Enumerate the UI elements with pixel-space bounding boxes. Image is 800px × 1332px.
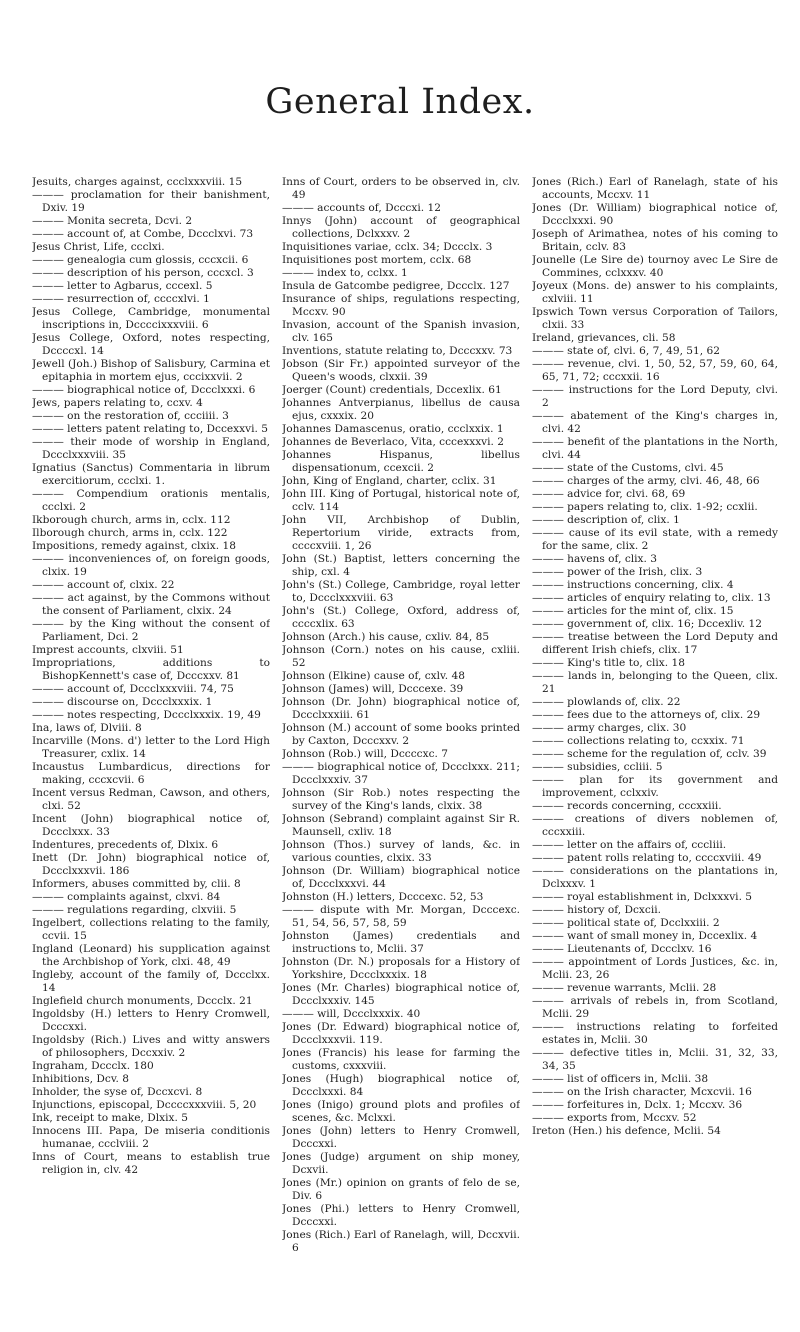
index-entry: ——— royal establishment in, Dclxxxvi. 5	[532, 891, 753, 903]
index-entry: John (St.) Baptist, letters concerning the ship, cxl. 4	[282, 553, 520, 578]
index-entry: Ingelbert, collections relating to the family, ccvii. 15	[32, 917, 270, 942]
index-entry: Johnson (Sebrand) complaint against Sir R. Maunsell, cxliv. 18	[282, 813, 520, 838]
index-entry: Joseph of Arimathea, notes of his coming to Britain, cclv. 83	[532, 228, 778, 253]
index-entry: ——— accounts of, Dcccxi. 12	[282, 202, 441, 214]
index-entry: ——— state of, clvi. 6, 7, 49, 51, 62	[532, 345, 720, 357]
index-entry: Joyeux (Mons. de) answer to his complaints, cxlviii. 11	[532, 280, 778, 305]
index-entry: ——— on the restoration of, ccciiii. 3	[32, 410, 229, 422]
index-entry: Informers, abuses committed by, clii. 8	[32, 878, 241, 890]
index-entry: Jones (Mr. Charles) biographical notice of, Dccclxxxiv. 145	[282, 982, 520, 1007]
index-entry: ——— King's title to, clix. 18	[532, 657, 685, 669]
index-entry: Incaustus Lumbardicus, directions for making, cccxcvii. 6	[32, 761, 270, 786]
index-entry: ——— plowlands of, clix. 22	[532, 696, 681, 708]
index-entry: Ingoldsby (H.) letters to Henry Cromwell, Dcccxxi.	[32, 1008, 270, 1033]
index-entry: Johannes Damascenus, oratio, ccclxxix. 1	[282, 423, 504, 435]
index-entry: Inholder, the syse of, Dccxcvi. 8	[32, 1086, 203, 1098]
index-entry: ——— havens of, clix. 3	[532, 553, 657, 565]
index-entry: ——— lands in, belonging to the Queen, clix. 21	[532, 670, 778, 695]
index-entry: ——— creations of divers noblemen of, cccxxiii.	[532, 813, 778, 838]
index-entry: Jones (Inigo) ground plots and profiles of scenes, &c. Mclxxi.	[282, 1099, 520, 1124]
index-entry: Johnson (James) will, Dcccexe. 39	[282, 683, 464, 695]
index-entry: ——— charges of the army, clvi. 46, 48, 66	[532, 475, 760, 487]
index-entry: Jones (John) letters to Henry Cromwell, Dcccxxi.	[282, 1125, 520, 1150]
index-entry: ——— Monita secreta, Dcvi. 2	[32, 215, 193, 227]
index-entry: ——— abatement of the King's charges in, clvi. 42	[532, 410, 778, 435]
index-entry: Johnson (Dr. John) biographical notice of, Dccclxxxiii. 61	[282, 696, 520, 721]
index-entry: Johnson (Corn.) notes on his cause, cxliii. 52	[282, 644, 520, 669]
index-entry: ——— account of, clxix. 22	[32, 579, 175, 591]
index-entry: Jones (Hugh) biographical notice of, Dccclxxxi. 84	[282, 1073, 520, 1098]
index-entry: ——— arrivals of rebels in, from Scotland, Mclii. 29	[532, 995, 778, 1020]
index-entry: John III. King of Portugal, historical note of, cclv. 114	[282, 488, 520, 513]
index-entry: John's (St.) College, Cambridge, royal letter to, Dccclxxxviii. 63	[282, 579, 520, 604]
index-entry: Johnson (M.) account of some books printed by Caxton, Dcccxxv. 2	[282, 722, 520, 747]
index-entry: Invasion, account of the Spanish invasion, clv. 165	[282, 319, 520, 344]
index-entry: Ilborough church, arms in, cclx. 122	[32, 527, 228, 539]
index-entry: Innys (John) account of geographical collections, Dclxxxv. 2	[282, 215, 520, 240]
index-entry: ——— Lieutenants of, Dccclxv. 16	[532, 943, 712, 955]
index-entry: ——— state of the Customs, clvi. 45	[532, 462, 724, 474]
index-entry: Johnson (Rob.) will, Dccccxc. 7	[282, 748, 448, 760]
index-entry: Johnson (Elkine) cause of, cxlv. 48	[282, 670, 465, 682]
index-entry: ——— on the Irish character, Mcxcvii. 16	[532, 1086, 752, 1098]
index-entry: ——— genealogia cum glossis, cccxcii. 6	[32, 254, 249, 266]
index-entry: Jones (Rich.) Earl of Ranelagh, will, Dccxvii. 6	[282, 1229, 520, 1254]
index-entry: ——— revenue warrants, Mclii. 28	[532, 982, 717, 994]
index-entry: ——— list of officers in, Mclii. 38	[532, 1073, 709, 1085]
index-entry: Ina, laws of, Dlviii. 8	[32, 722, 142, 734]
index-entry: Insula de Gatcombe pedigree, Dccclx. 127	[282, 280, 510, 292]
index-entry: Johannes Antverpianus, libellus de causa ejus, cxxxix. 20	[282, 397, 520, 422]
index-entry: Ingland (Leonard) his supplication against the Archbishop of York, clxi. 48, 49	[32, 943, 270, 968]
index-entry: Inventions, statute relating to, Dcccxxv. 73	[282, 345, 513, 357]
index-entry: ——— description of his person, cccxcl. 3	[32, 267, 254, 279]
index-entry: Jesus Christ, Life, ccclxi.	[32, 241, 165, 253]
index-entry: Injunctions, episcopal, Dccccxxxviii. 5, 20	[32, 1099, 257, 1111]
index-entry: Jesus College, Oxford, notes respecting, Dccccxl. 14	[32, 332, 270, 357]
index-entry: Inquisitiones variae, cclx. 34; Dccclx. 3	[282, 241, 493, 253]
index-entry: Incent (John) biographical notice of, Dccclxxx. 33	[32, 813, 270, 838]
index-entry: ——— plan for its government and improvement, cclxxiv.	[532, 774, 778, 799]
index-entry: ——— records concerning, cccxxiii.	[532, 800, 722, 812]
index-entry: Indentures, precedents of, Dlxix. 6	[32, 839, 219, 851]
index-entry: ——— dispute with Mr. Morgan, Dcccexc. 51, 54, 56, 57, 58, 59	[282, 904, 520, 929]
index-entry: Jones (Francis) his lease for farming the customs, cxxxviii.	[282, 1047, 520, 1072]
index-entry: ——— advice for, clvi. 68, 69	[532, 488, 686, 500]
index-entry: ——— papers relating to, clix. 1-92; ccxlii.	[532, 501, 758, 513]
index-entry: Johnston (Dr. N.) proposals for a History of Yorkshire, Dccclxxxix. 18	[282, 956, 520, 981]
index-entry: ——— defective titles in, Mclii. 31, 32, 33, 34, 35	[532, 1047, 778, 1072]
index-entry: ——— account of, at Combe, Dccclxvi. 73	[32, 228, 254, 240]
index-entry: Incent versus Redman, Cawson, and others, clxi. 52	[32, 787, 270, 812]
index-entry: Ingraham, Dccclx. 180	[32, 1060, 154, 1072]
index-entry: Jewell (Joh.) Bishop of Salisbury, Carmina et epitaphia in mortem ejus, cccixxvii. 2	[32, 358, 270, 383]
index-entry: ——— biographical notice of, Dccclxxxi. 6	[32, 384, 256, 396]
index-entry: ——— biographical notice of, Dccclxxx. 211; Dccclxxxiv. 37	[282, 761, 520, 786]
index-entry: ——— their mode of worship in England, Dccclxxxviii. 35	[32, 436, 270, 461]
index-entry: ——— power of the Irish, clix. 3	[532, 566, 703, 578]
index-entry: ——— army charges, clix. 30	[532, 722, 687, 734]
index-entry: Johnson (Thos.) survey of lands, &c. in various counties, clxix. 33	[282, 839, 520, 864]
index-entry: ——— letter on the affairs of, cccliii.	[532, 839, 727, 851]
index-entry: Ingleby, account of the family of, Dccclxx. 14	[32, 969, 270, 994]
index-entry: ——— subsidies, ccliii. 5	[532, 761, 663, 773]
index-entry: Inett (Dr. John) biographical notice of, Dccclxxxvii. 186	[32, 852, 270, 877]
index-entry: ——— articles of enquiry relating to, clix. 13	[532, 592, 771, 604]
index-entry: Johnson (Sir Rob.) notes respecting the survey of the King's lands, clxix. 38	[282, 787, 520, 812]
index-column-right	[532, 176, 778, 1316]
index-entry: Innocens III. Papa, De miseria conditionis humanae, ccclviii. 2	[32, 1125, 270, 1150]
index-entry: ——— history of, Dcxcii.	[532, 904, 661, 916]
index-entry: John, King of England, charter, cclix. 31	[282, 475, 497, 487]
index-entry: ——— revenue, clvi. 1, 50, 52, 57, 59, 60, 64, 65, 71, 72; cccxxii. 16	[532, 358, 778, 383]
index-entry: Jones (Rich.) Earl of Ranelagh, state of his accounts, Mccxv. 11	[532, 176, 778, 201]
index-entry: ——— discourse on, Dccclxxxix. 1	[32, 696, 213, 708]
index-entry: ——— regulations regarding, clxviii. 5	[32, 904, 237, 916]
index-entry: Inns of Court, orders to be observed in, clv. 49	[282, 176, 520, 201]
index-entry: ——— inconveniences of, on foreign goods, clxix. 19	[32, 553, 270, 578]
index-entry: ——— government of, clix. 16; Dccexliv. 12	[532, 618, 763, 630]
index-entry: Ireland, grievances, cli. 58	[532, 332, 676, 344]
index-entry: Jones (Dr. Edward) biographical notice of, Dccclxxxvii. 119.	[282, 1021, 520, 1046]
index-entry: ——— letter to Agbarus, cccexl. 5	[32, 280, 213, 292]
index-entry: Inhibitions, Dcv. 8	[32, 1073, 130, 1085]
index-entry: Jobson (Sir Fr.) appointed surveyor of the Queen's woods, clxxii. 39	[282, 358, 520, 383]
index-entry: Ingoldsby (Rich.) Lives and witty answers of philosophers, Dccxxiv. 2	[32, 1034, 270, 1059]
index-entry: ——— treatise between the Lord Deputy and different Irish chiefs, clix. 17	[532, 631, 778, 656]
index-entry: ——— want of small money in, Dccexlix. 4	[532, 930, 758, 942]
index-entry: Inns of Court, means to establish true religion in, clv. 42	[32, 1151, 270, 1176]
index-entry: ——— account of, Dccclxxxviii. 74, 75	[32, 683, 234, 695]
index-entry: Jews, papers relating to, ccxv. 4	[32, 397, 203, 409]
index-entry: ——— notes respecting, Dccclxxxix. 19, 49	[32, 709, 261, 721]
index-entry: ——— will, Dccclxxxix. 40	[282, 1008, 421, 1020]
index-entry: Jones (Mr.) opinion on grants of felo de se, Div. 6	[282, 1177, 520, 1202]
index-entry: ——— Compendium orationis mentalis, ccclxi. 2	[32, 488, 270, 513]
index-entry: Joerger (Count) credentials, Dccexlix. 61	[282, 384, 502, 396]
index-entry: ——— instructions concerning, clix. 4	[532, 579, 734, 591]
index-entry: Johnston (H.) letters, Dcccexc. 52, 53	[282, 891, 484, 903]
index-entry: Ireton (Hen.) his defence, Mclii. 54	[532, 1125, 721, 1137]
page-title: General Index.	[265, 82, 535, 122]
index-entry: ——— considerations on the plantations in, Dclxxxv. 1	[532, 865, 778, 890]
index-entry: ——— political state of, Dcclxxiii. 2	[532, 917, 720, 929]
index-entry: Jones (Phi.) letters to Henry Cromwell, Dcccxxi.	[282, 1203, 520, 1228]
index-entry: ——— cause of its evil state, with a remedy for the same, clix. 2	[532, 527, 778, 552]
index-entry: ——— proclamation for their banishment, Dxiv. 19	[32, 189, 270, 214]
index-column-middle	[282, 176, 520, 1316]
index-entry: Ikborough church, arms in, cclx. 112	[32, 514, 231, 526]
index-entry: Imprest accounts, clxviii. 51	[32, 644, 184, 656]
index-entry: ——— patent rolls relating to, ccccxviii. 49	[532, 852, 762, 864]
index-column-left	[32, 176, 270, 1316]
index-entry: ——— by the King without the consent of Parliament, Dci. 2	[32, 618, 270, 643]
index-entry: ——— collections relating to, ccxxix. 71	[532, 735, 745, 747]
index-entry: Jones (Dr. William) biographical notice of, Dccclxxxi. 90	[532, 202, 778, 227]
index-entry: Jounelle (Le Sire de) tournoy avec Le Sire de Commines, cclxxxv. 40	[532, 254, 778, 279]
index-entry: Johannes de Beverlaco, Vita, cccexxxvi. 2	[282, 436, 505, 448]
index-entry: ——— index to, cclxx. 1	[282, 267, 408, 279]
index-entry: ——— appointment of Lords Justices, &c. in, Mclii. 23, 26	[532, 956, 778, 981]
index-entry: ——— articles for the mint of, clix. 15	[532, 605, 734, 617]
index-entry: ——— benefit of the plantations in the North, clvi. 44	[532, 436, 778, 461]
index-entry: Impositions, remedy against, clxix. 18	[32, 540, 236, 552]
index-entry: ——— forfeitures in, Dclx. 1; Mccxv. 36	[532, 1099, 743, 1111]
index-entry: Incarville (Mons. d') letter to the Lord High Treasurer, cxlix. 14	[32, 735, 270, 760]
index-entry: Ignatius (Sanctus) Commentaria in librum exercitiorum, ccclxi. 1.	[32, 462, 270, 487]
index-entry: ——— letters patent relating to, Dccexxvi. 5	[32, 423, 268, 435]
index-entry: ——— scheme for the regulation of, cclv. 39	[532, 748, 767, 760]
index-entry: John's (St.) College, Oxford, address of, ccccxlix. 63	[282, 605, 520, 630]
index-entry: Inquisitiones post mortem, cclx. 68	[282, 254, 472, 266]
index-entry: Johnson (Arch.) his cause, cxliv. 84, 85	[282, 631, 490, 643]
index-entry: ——— instructions relating to forfeited estates in, Mclii. 30	[532, 1021, 778, 1046]
index-entry: ——— act against, by the Commons without the consent of Parliament, clxix. 24	[32, 592, 270, 617]
index-entry: Johnson (Dr. William) biographical notice of, Dccclxxxvi. 44	[282, 865, 520, 890]
index-entry: John VII, Archbishop of Dublin, Repertorium viride, extracts from, ccccxviii. 1, 26	[282, 514, 520, 552]
index-entry: Jones (Judge) argument on ship money, Dcxvii.	[282, 1151, 520, 1176]
index-entry: Ink, receipt to make, Dlxix. 5	[32, 1112, 188, 1124]
index-entry: ——— description of, clix. 1	[532, 514, 680, 526]
index-entry: Inglefield church monuments, Dccclx. 21	[32, 995, 253, 1007]
index-entry: Ipswich Town versus Corporation of Tailors, clxii. 33	[532, 306, 778, 331]
index-entry: ——— resurrection of, ccccxlvi. 1	[32, 293, 210, 305]
index-entry: Insurance of ships, regulations respecting, Mccxv. 90	[282, 293, 520, 318]
index-entry: ——— complaints against, clxvi. 84	[32, 891, 221, 903]
index-entry: Impropriations, additions to BishopKennett's case of, Dcccxxv. 81	[32, 657, 270, 682]
index-entry: ——— instructions for the Lord Deputy, clvi. 2	[532, 384, 778, 409]
index-entry: Johnston (James) credentials and instructions to, Mclii. 37	[282, 930, 520, 955]
index-entry: Jesuits, charges against, ccclxxxviii. 15	[32, 176, 243, 188]
index-entry: Jesus College, Cambridge, monumental inscriptions in, Dccccixxxviii. 6	[32, 306, 270, 331]
index-entry: ——— exports from, Mccxv. 52	[532, 1112, 697, 1124]
index-entry: ——— fees due to the attorneys of, clix. 29	[532, 709, 761, 721]
index-entry: Johannes Hispanus, libellus dispensationum, ccexcii. 2	[282, 449, 520, 474]
